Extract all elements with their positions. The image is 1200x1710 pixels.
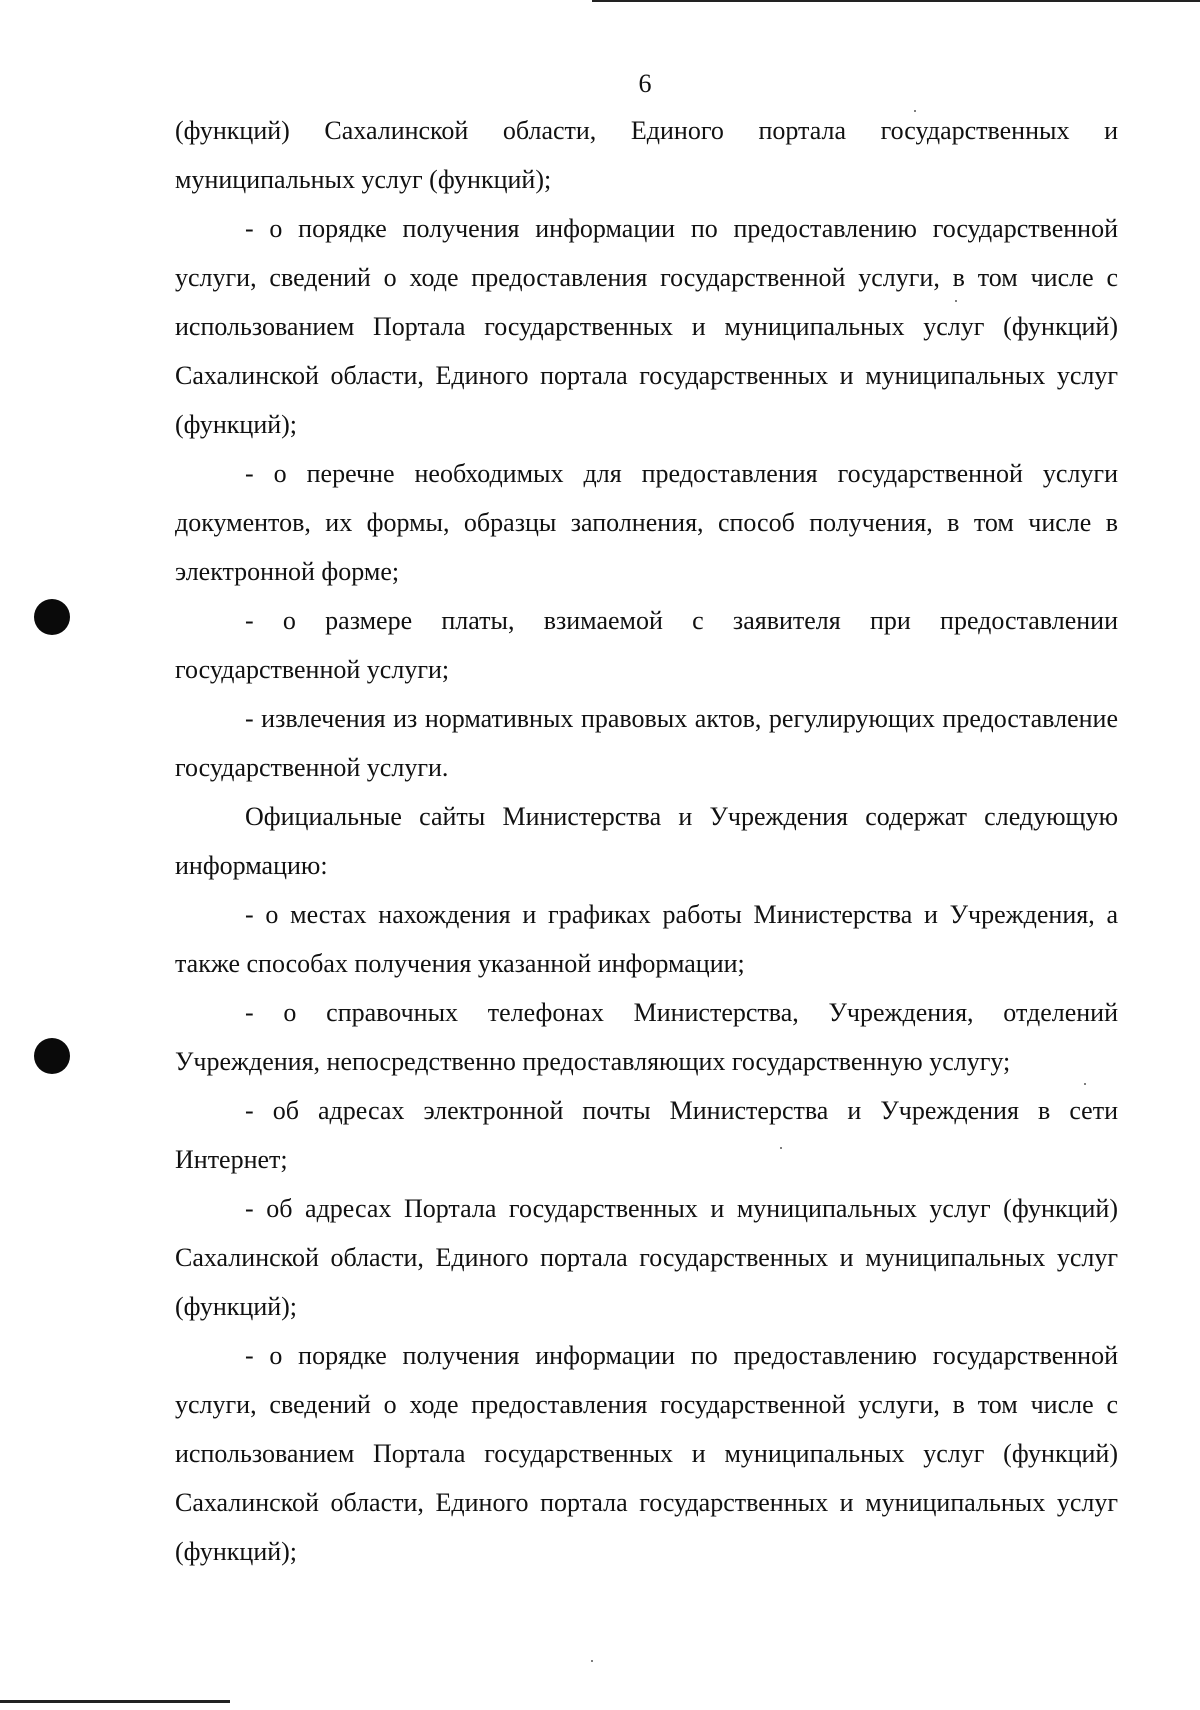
paragraph-1: (функций) Сахалинской области, Единого портала государственных и муниципальных услуг (функций); <box>175 116 1118 194</box>
paragraph-2: - о порядке получения информации по предоставлению государственной услуги, сведений о ходе предоставления государственной услуги, в том числе с использованием Портала государственных и муниципальных услуг (функций) Сахалинской области, Единого портала государственных и муниципальных услуг (функций); <box>175 214 1118 439</box>
bottom-scan-edge-line <box>0 1700 230 1703</box>
paragraph-10: - об адресах Портала государственных и муниципальных услуг (функций) Сахалинской области, Единого портала государственных и муниципальных услуг (функций); <box>175 1194 1118 1321</box>
page-number: 6 <box>638 69 652 98</box>
punch-hole-lower <box>34 1038 70 1074</box>
paragraph-6: Официальные сайты Министерства и Учреждения содержат следующую информацию: <box>175 802 1118 880</box>
paragraph-4: - о размере платы, взимаемой с заявителя при предоставлении государственной услуги; <box>175 606 1118 684</box>
paragraph-7: - о местах нахождения и графиках работы Министерства и Учреждения, а также способах получения указанной информации; <box>175 900 1118 978</box>
paragraph-8: - о справочных телефонах Министерства, Учреждения, отделений Учреждения, непосредственно предоставляющих государственную услугу; <box>175 998 1118 1076</box>
paragraph-11: - о порядке получения информации по предоставлению государственной услуги, сведений о ходе предоставления государственной услуги, в том числе с использованием Портала государственных и муниципальных услуг (функций) Сахалинской области, Единого портала государственных и муниципальных услуг (функций); <box>175 1341 1118 1566</box>
scan-speck <box>914 110 916 112</box>
document-body <box>175 106 1118 1576</box>
top-scan-edge-line <box>592 0 1200 2</box>
scan-speck <box>591 1660 593 1662</box>
paragraph-3: - о перечне необходимых для предоставления государственной услуги документов, их формы, образцы заполнения, способ получения, в том числе в электронной форме; <box>175 459 1118 586</box>
scan-speck <box>1084 1083 1086 1085</box>
paragraph-9: - об адресах электронной почты Министерства и Учреждения в сети Интернет; <box>175 1096 1118 1174</box>
scan-speck <box>955 300 957 302</box>
punch-hole-upper <box>34 599 70 635</box>
scan-speck <box>780 1147 782 1149</box>
paragraph-5: - извлечения из нормативных правовых актов, регулирующих предоставление государственной услуги. <box>175 704 1118 782</box>
